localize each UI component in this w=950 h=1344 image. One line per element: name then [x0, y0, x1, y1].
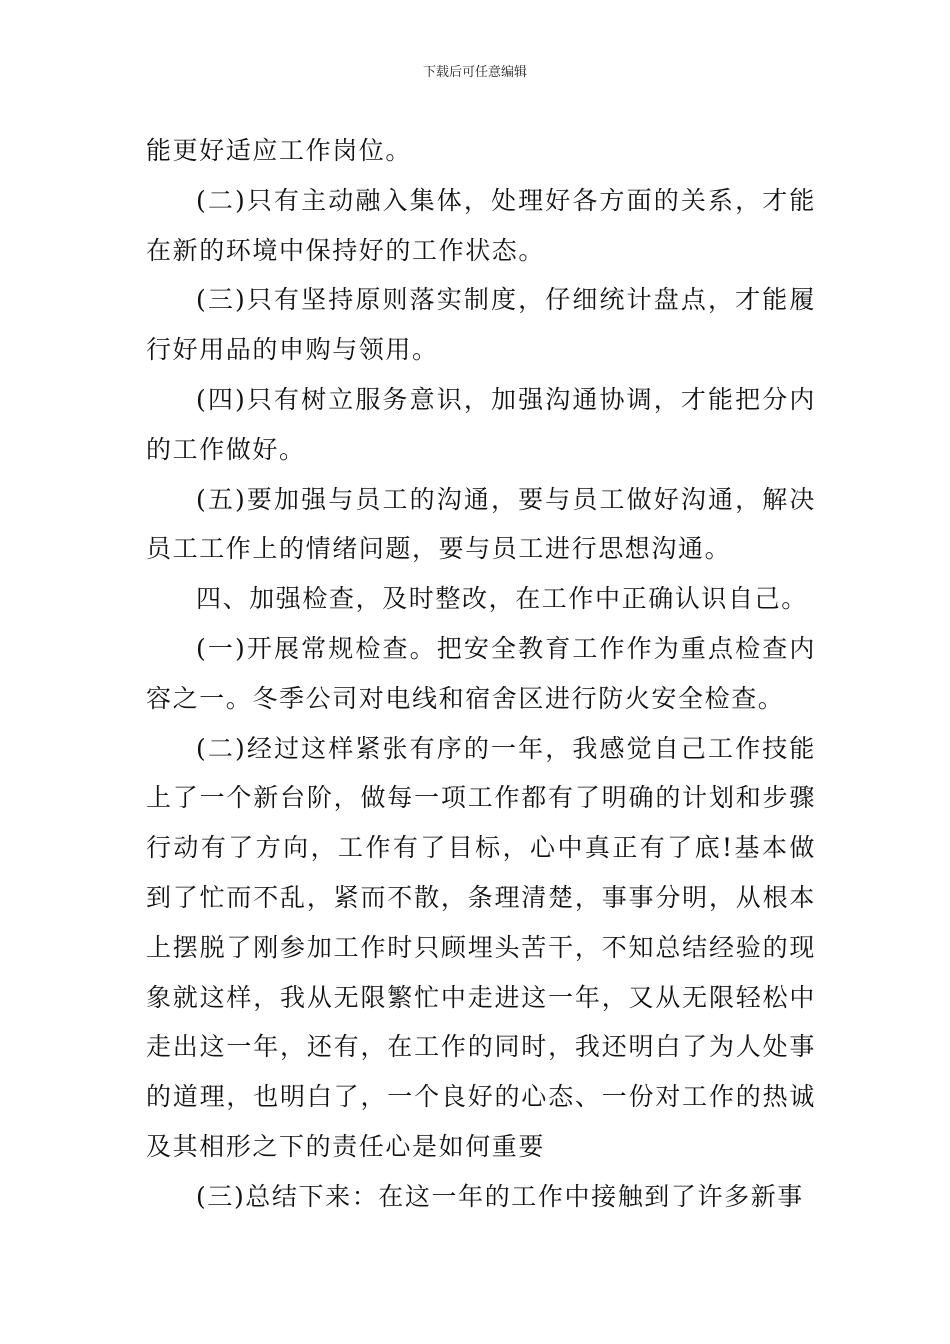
paragraph-1: 能更好适应工作岗位。 — [146, 136, 413, 165]
section-heading-4: 四、加强检查，及时整改，在工作中正确认识自己。 — [196, 584, 808, 614]
paragraph-3: (三)只有坚持原则落实制度，仔细统计盘点，才能履行好用品的申购与领用。 — [146, 285, 816, 365]
paragraph-6: (一)开展常规检查。把安全教育工作作为重点检查内容之一。冬季公司对电线和宿舍区进行防火安全检查。 — [146, 633, 816, 713]
document-body — [146, 126, 816, 1222]
paragraph-5: (五)要加强与员工的沟通，要与员工做好沟通，解决员工工作上的情绪问题，要与员工进行思想沟通。 — [146, 484, 816, 564]
paragraph-2: (二)只有主动融入集体，处理好各方面的关系，才能在新的环境中保持好的工作状态。 — [146, 185, 816, 265]
paragraph-8: (三)总结下来：在这一年的工作中接触到了许多新事 — [196, 1181, 804, 1211]
page-header: 下载后可任意编辑 — [422, 65, 527, 80]
paragraph-7: (二)经过这样紧张有序的一年，我感觉自己工作技能上了一个新台阶，做每一项工作都有了明确的计划和步骤行动有了方向，工作有了目标，心中真正有了底!基本做到了忙而不乱，紧而不散，条理清楚，事事分明，从根本上摆脱了刚参加工作时只顾埋头苦干，不知总结经验的现象就这样，我从无限繁忙中走进这一年，又从无限轻松中走出这一年，还有，在工作的同时，我还明白了为人处事的道理，也明白了，一个良好的心态、一份对工作的热诚及其相形之下的责任心是如何重要 — [146, 733, 816, 1161]
paragraph-4: (四)只有树立服务意识，加强沟通协调，才能把分内的工作做好。 — [146, 384, 816, 464]
